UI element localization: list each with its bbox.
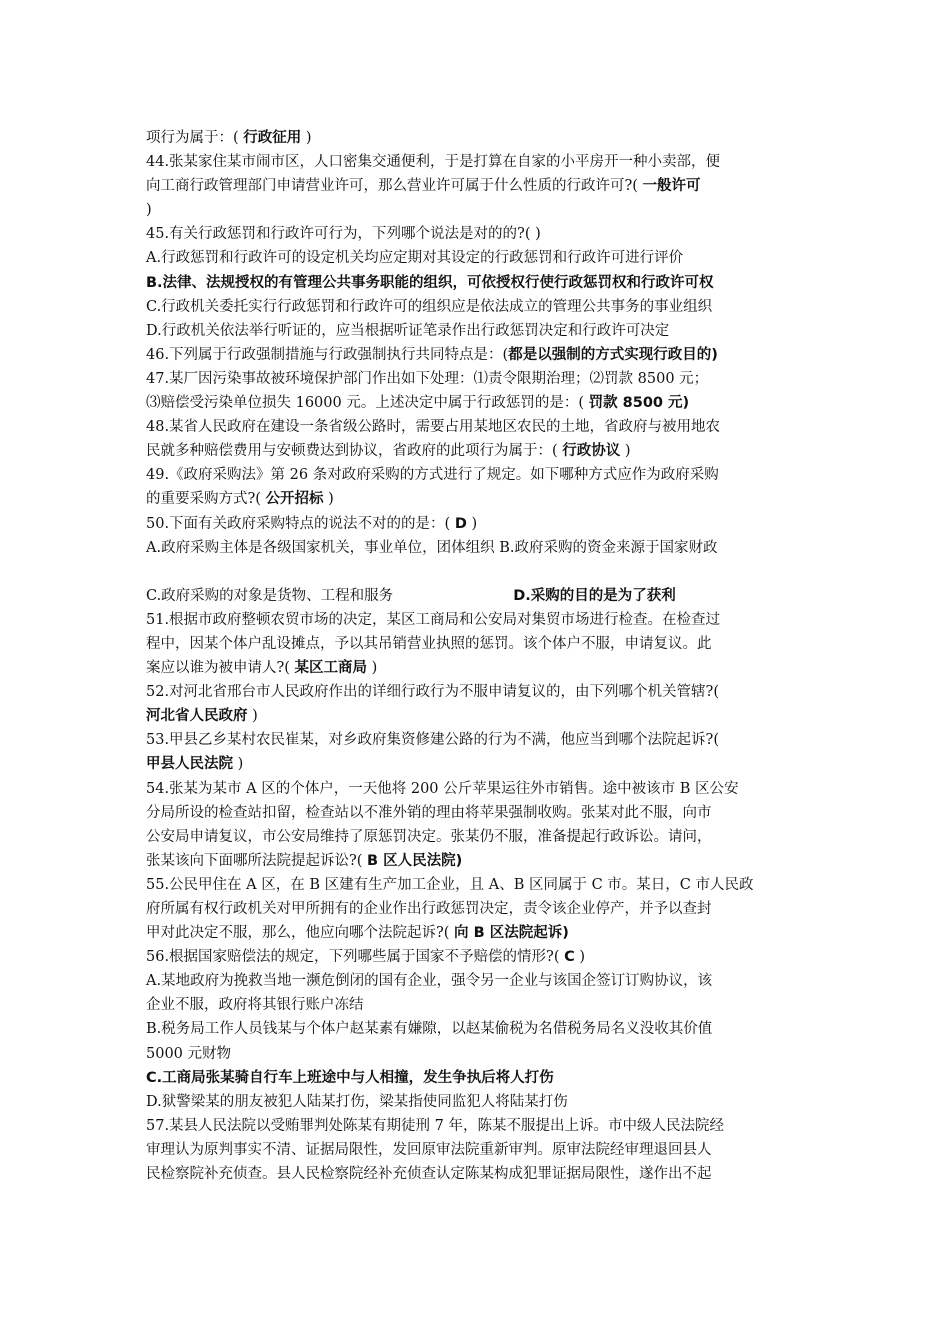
- answer-text: 罚款 8500 元): [588, 395, 690, 412]
- question-text: 甲对此决定不服，那么，他应向哪个法院起诉?(: [146, 925, 455, 942]
- text-line: [146, 246, 810, 270]
- question-text: 项行为属于：(: [146, 130, 244, 146]
- text-line: [146, 295, 810, 319]
- question-text: 44.张某家住某市闹市区，人口密集交通便利，于是打算在自家的小平房开一种小卖部，便: [146, 154, 721, 171]
- question-text: 张某该向下面哪所法院提起诉讼?(: [146, 852, 368, 869]
- question-text: 民就多种赔偿费用与安顿费达到协议，省政府的此项行为属于：(: [146, 443, 563, 460]
- text-line: [146, 367, 810, 391]
- text-line: [146, 439, 810, 463]
- answer-text: 某区工商局: [294, 660, 368, 677]
- answer-text: C.工商局张某骑自行车上班途中与人相撞，发生争执后将人打伤: [146, 1069, 554, 1086]
- question-text: 54.张某为某市 A 区的个体户，一天他将 200 公斤苹果运往外市销售。途中被该市 B 区公安: [146, 780, 739, 797]
- question-text: ): [323, 491, 334, 508]
- question-text: ): [247, 708, 258, 725]
- answer-text: 河北省人民政府: [146, 708, 248, 725]
- question-text: A.政府采购主体是各级国家机关，事业单位，团体组织 B.政府采购的资金来源于国家财政: [146, 539, 718, 556]
- text-line: [146, 680, 810, 704]
- text-line: [146, 777, 810, 801]
- answer-text: D: [454, 515, 467, 532]
- answer-text: D.采购的目的是为了获利: [513, 587, 676, 604]
- question-text: 50.下面有关政府采购特点的说法不对的的是：(: [146, 515, 455, 532]
- text-line: [146, 222, 810, 246]
- question-text: D.行政机关依法举行听证的，应当根据听证笔录作出行政惩罚决定和行政许可决定: [146, 322, 670, 339]
- question-text: 5000 元财物: [146, 1045, 232, 1062]
- text-line: [146, 1162, 810, 1186]
- text-line: [146, 126, 810, 150]
- answer-text: 公开招标: [265, 491, 324, 508]
- question-text: ): [146, 202, 152, 219]
- question-text: 审理认为原判事实不清、证据局限性，发回原审法院重新审判。原审法院经审理退回县人: [146, 1141, 712, 1158]
- question-text: C.政府采购的对象是货物、工程和服务: [146, 587, 394, 604]
- question-text: 48.某省人民政府在建设一条省级公路时，需要占用某地区农民的土地，省政府与被用地农: [146, 419, 721, 436]
- question-text: ): [466, 515, 478, 532]
- text-line: [146, 921, 810, 945]
- text-line: [146, 271, 810, 295]
- question-text: 程中，因某个体户乱设摊点，予以其吊销营业执照的惩罚。该个体户不服，申请复议。此: [146, 635, 712, 652]
- question-text: 的重要采购方式?(: [146, 491, 266, 508]
- answer-text: B 区人民法院): [367, 852, 463, 869]
- text-line: [146, 1042, 810, 1066]
- question-text: 47.某厂因污染事故被环境保护部门作出如下处理：⑴责令限期治理；⑵罚款 8500 元；: [146, 370, 709, 387]
- text-line: [146, 1066, 810, 1090]
- text-line: [146, 752, 810, 776]
- text-line: [146, 1138, 810, 1162]
- text-line: [146, 873, 810, 897]
- question-text: ): [367, 660, 378, 677]
- question-text: 民检察院补充侦查。县人民检察院经补充侦查认定陈某构成犯罪证据局限性，遂作出不起: [146, 1166, 712, 1183]
- question-text: A.某地政府为挽救当地一濒危倒闭的国有企业，强令另一企业与该国企签订订购协议，该: [146, 973, 713, 990]
- document-page: [146, 126, 810, 1186]
- answer-text: 甲县人民法院: [146, 756, 233, 773]
- answer-text: 向 B 区法院起诉): [454, 925, 569, 942]
- question-text: ⑶赔偿受污染单位损失 16000 元。上述决定中属于行政惩罚的是：(: [146, 395, 589, 412]
- text-line: [146, 391, 810, 415]
- question-text: ): [233, 756, 244, 773]
- question-text: A.行政惩罚和行政许可的设定机关均应定期对其设定的行政惩罚和行政许可进行评价: [146, 250, 684, 267]
- question-text: 52.对河北省邢台市人民政府作出的详细行政行为不服申请复议的，由下列哪个机关管辖?(: [146, 684, 719, 701]
- text-line: [146, 632, 810, 656]
- question-text: 46.下列属于行政强制措施与行政强制执行共同特点是：(: [146, 346, 509, 363]
- text-line: [146, 584, 810, 608]
- question-text: D.狱警梁某的朋友被犯人陆某打伤，梁某指使同监犯人将陆某打伤: [146, 1093, 568, 1110]
- text-line: [146, 343, 810, 367]
- question-text: ): [574, 949, 586, 966]
- answer-text: B.法律、法规授权的有管理公共事务职能的组织，可依授权行使行政惩罚权和行政许可权: [146, 274, 714, 291]
- text-line: [146, 993, 810, 1017]
- question-text: C.行政机关委托实行行政惩罚和行政许可的组织应是依法成立的管理公共事务的事业组织: [146, 298, 713, 315]
- text-line: [146, 150, 810, 174]
- text-line: [146, 1114, 810, 1138]
- question-text: ): [301, 130, 312, 146]
- question-text: 51.根据市政府整顿农贸市场的决定，某区工商局和公安局对集贸市场进行检查。在检查过: [146, 611, 721, 628]
- text-line: [146, 728, 810, 752]
- answer-text: 一般许可: [642, 178, 701, 195]
- question-text: 府所属有权行政机关对甲所拥有的企业作出行政惩罚决定，责令该企业停产，并予以查封: [146, 901, 712, 917]
- text-line: [146, 969, 810, 993]
- text-line: [146, 945, 810, 969]
- question-text: 57.某县人民法院以受贿罪判处陈某有期徒刑 7 年，陈某不服提出上诉。市中级人民法院经: [146, 1117, 724, 1134]
- text-line: [146, 608, 810, 632]
- question-text: B.税务局工作人员钱某与个体户赵某素有嫌隙，以赵某偷税为名借税务局名义没收其价值: [146, 1021, 713, 1038]
- blank-line: [146, 560, 810, 584]
- text-line: [146, 536, 810, 560]
- answer-text: C: [564, 949, 575, 966]
- question-text: 公安局申请复议，市公安局维持了原惩罚决定。张某仍不服，准备提起行政诉讼。请问，: [146, 828, 712, 845]
- text-line: [146, 801, 810, 825]
- question-text: 55.公民甲住在 A 区，在 B 区建有生产加工企业，且 A、B 区同属于 C 市。某日，C 市人民政: [146, 876, 754, 893]
- text-line: [146, 849, 810, 873]
- text-line: [146, 656, 810, 680]
- question-text: 53.甲县乙乡某村农民崔某，对乡政府集资修建公路的行为不满，他应当到哪个法院起诉?(: [146, 732, 719, 749]
- question-text: 向工商行政管理部门申请营业许可，那么营业许可属于什么性质的行政许可?(: [146, 178, 643, 195]
- text-line: [146, 174, 810, 198]
- text-line: [146, 897, 810, 921]
- text-line: [146, 198, 810, 222]
- text-line: [146, 704, 810, 728]
- text-line: [146, 1017, 810, 1041]
- question-text: 45.有关行政惩罚和行政许可行为，下列哪个说法是对的的?( ): [146, 226, 541, 243]
- text-line: [146, 1090, 810, 1114]
- question-text: ): [620, 443, 631, 460]
- text-line: [146, 415, 810, 439]
- text-line: [146, 825, 810, 849]
- question-text: 案应以谁为被申请人?(: [146, 660, 295, 677]
- question-text: 企业不服，政府将其银行账户冻结: [146, 997, 364, 1014]
- answer-text: 都是以强制的方式实现行政目的): [508, 346, 718, 363]
- text-line: [146, 319, 810, 343]
- text-line: [146, 463, 810, 487]
- question-text: 56.根据国家赔偿法的规定，下列哪些属于国家不予赔偿的情形?(: [146, 949, 565, 966]
- answer-text: 行政征用: [243, 130, 302, 146]
- question-text: 49.《政府采购法》第 26 条对政府采购的方式进行了规定。如下哪种方式应作为政府采购: [146, 467, 719, 484]
- text-line: [146, 487, 810, 511]
- question-text: 分局所设的检查站扣留，检查站以不准外销的理由将苹果强制收购。张某对此不服，向市: [146, 804, 712, 821]
- text-line: [146, 512, 810, 536]
- answer-text: 行政协议: [562, 443, 621, 460]
